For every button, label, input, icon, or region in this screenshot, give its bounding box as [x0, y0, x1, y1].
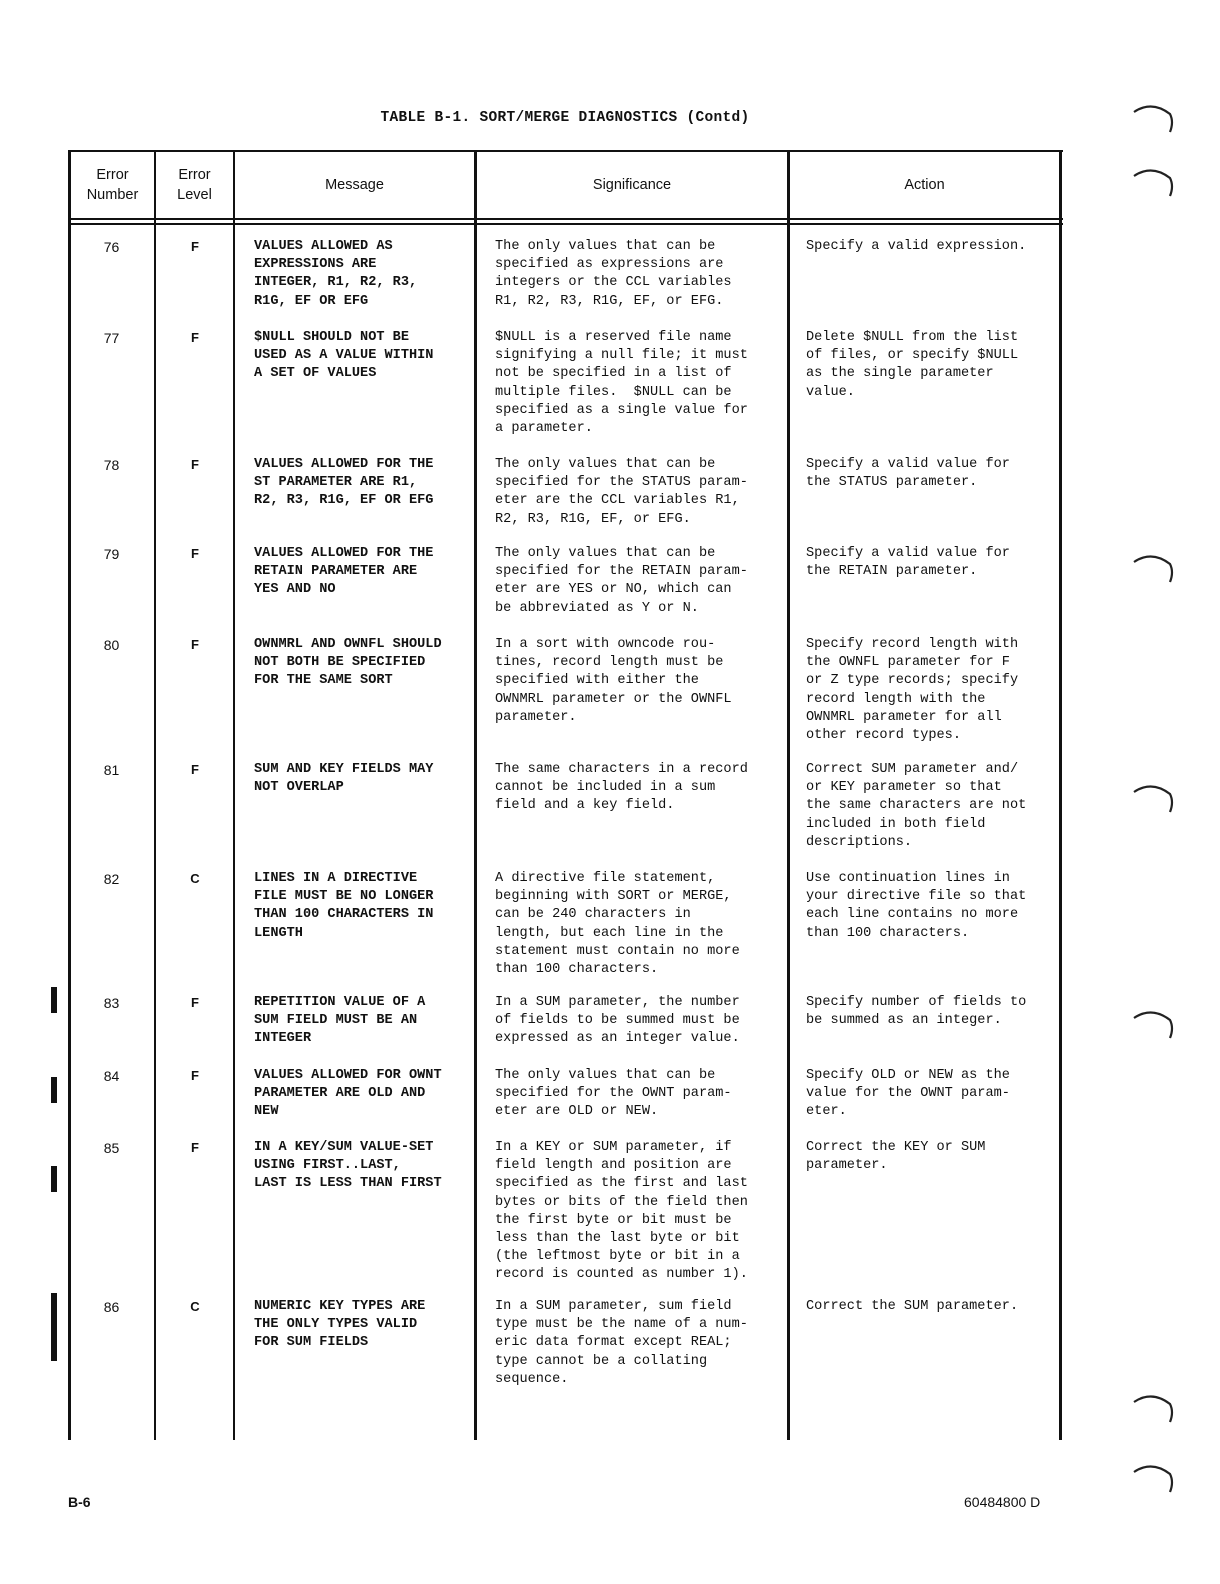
error-number: 77	[103, 330, 120, 346]
error-number: 82	[103, 871, 120, 887]
change-bar	[51, 1166, 57, 1192]
table-border-right	[1059, 152, 1062, 1440]
message-text: IN A KEY/SUM VALUE-SET USING FIRST..LAST, LAST IS LESS THAN FIRST	[254, 1140, 442, 1192]
significance-text: In a sort with owncode rou- tines, record length must be specified with either the OWNMRL parameter or the OWNFL parameter.	[495, 637, 732, 725]
message-text: LINES IN A DIRECTIVE FILE MUST BE NO LONGER THAN 100 CHARACTERS IN LENGTH	[254, 871, 434, 941]
error-number: 78	[103, 457, 120, 473]
error-level: F	[191, 239, 199, 254]
error-number: 80	[103, 637, 120, 653]
change-bar	[51, 1077, 57, 1103]
significance-text: In a KEY or SUM parameter, if field length and position are specified as the first and last bytes or bits of the field then the first byte or bit must be less than the last byte or bit (the leftmost byte or bit in a record is counted as number 1).	[495, 1140, 748, 1283]
action-text: Delete $NULL from the list of files, or specify $NULL as the single parameter value.	[806, 330, 1019, 400]
header-rule	[68, 218, 1063, 220]
message-text: OWNMRL AND OWNFL SHOULD NOT BOTH BE SPECIFIED FOR THE SAME SORT	[254, 637, 442, 689]
significance-text: In a SUM parameter, the number of fields to be summed must be expressed as an integer value.	[495, 995, 740, 1047]
significance-text: The same characters in a record cannot be included in a sum field and a key field.	[495, 762, 748, 814]
header-error-number: Error Number	[86, 167, 139, 203]
error-number: 86	[103, 1299, 120, 1315]
binder-hole-mark	[1130, 1006, 1176, 1046]
action-text: Specify OLD or NEW as the value for the OWNT param- eter.	[806, 1068, 1010, 1120]
message-text: VALUES ALLOWED FOR OWNT PARAMETER ARE OLD AND NEW	[254, 1068, 442, 1120]
header-action: Action	[904, 177, 945, 193]
table-header	[68, 152, 1063, 222]
action-text: Correct SUM parameter and/ or KEY parameter so that the same characters are not included in both field descriptions.	[806, 762, 1027, 850]
significance-text: The only values that can be specified for the STATUS param- eter are the CCL variables R1, R2, R3, R1G, EF, or EFG.	[495, 457, 748, 527]
column-divider	[474, 152, 477, 1440]
message-text: VALUES ALLOWED FOR THE ST PARAMETER ARE R1, R2, R3, R1G, EF OR EFG	[254, 457, 434, 509]
error-level: F	[191, 1140, 199, 1155]
error-level: F	[191, 457, 199, 472]
message-text: SUM AND KEY FIELDS MAY NOT OVERLAP	[254, 762, 434, 796]
error-level: F	[191, 637, 199, 652]
action-text: Use continuation lines in your directive file so that each line contains no more than 100 characters.	[806, 871, 1027, 941]
header-rule	[68, 223, 1063, 225]
header-error-level: Error Level	[177, 167, 212, 203]
message-text: $NULL SHOULD NOT BE USED AS A VALUE WITHIN A SET OF VALUES	[254, 330, 434, 382]
message-text: REPETITION VALUE OF A SUM FIELD MUST BE AN INTEGER	[254, 995, 426, 1047]
error-number: 85	[103, 1140, 120, 1156]
header-message: Message	[325, 177, 384, 193]
action-text: Specify number of fields to be summed as an integer.	[806, 995, 1027, 1029]
error-level: C	[190, 1299, 200, 1314]
table-title: TABLE B-1. SORT/MERGE DIAGNOSTICS (Contd)	[380, 110, 750, 126]
error-number: 81	[103, 762, 120, 778]
action-text: Specify a valid value for the RETAIN parameter.	[806, 546, 1010, 580]
action-text: Correct the SUM parameter.	[806, 1299, 1019, 1314]
binder-hole-mark	[1130, 164, 1176, 204]
binder-hole-mark	[1130, 100, 1176, 140]
binder-hole-mark	[1130, 550, 1176, 590]
message-text: NUMERIC KEY TYPES ARE THE ONLY TYPES VALID FOR SUM FIELDS	[254, 1299, 426, 1351]
action-text: Specify a valid expression.	[806, 239, 1027, 254]
significance-text: A directive file statement, beginning with SORT or MERGE, can be 240 characters in length, but each line in the statement must contain no more than 100 characters.	[495, 871, 740, 978]
header-significance: Significance	[592, 177, 672, 193]
error-number: 79	[103, 546, 120, 562]
page-number: B-6	[68, 1494, 91, 1510]
message-text: VALUES ALLOWED AS EXPRESSIONS ARE INTEGER, R1, R2, R3, R1G, EF OR EFG	[254, 239, 418, 309]
column-divider	[787, 152, 790, 1440]
error-number: 84	[103, 1068, 120, 1084]
significance-text: The only values that can be specified as expressions are integers or the CCL variables R1, R2, R3, R1G, EF, or EFG.	[495, 239, 732, 309]
error-level: F	[191, 546, 199, 561]
action-text: Correct the KEY or SUM parameter.	[806, 1140, 986, 1174]
significance-text: In a SUM parameter, sum field type must be the name of a num- eric data format except REAL; type cannot be a collating sequence.	[495, 1299, 748, 1387]
message-text: VALUES ALLOWED FOR THE RETAIN PARAMETER ARE YES AND NO	[254, 546, 434, 598]
error-number: 76	[103, 239, 120, 255]
error-level: C	[190, 871, 200, 886]
change-bar	[51, 987, 57, 1013]
diagnostics-table	[68, 150, 1063, 1440]
error-level: F	[191, 1068, 199, 1083]
significance-text: $NULL is a reserved file name signifying a null file; it must not be specified in a list of multiple files. $NULL can be specified as a single value for a parameter.	[495, 330, 748, 437]
action-text: Specify record length with the OWNFL parameter for F or Z type records; specify record length with the OWNMRL parameter for all other record types.	[806, 637, 1019, 744]
error-level: F	[191, 762, 199, 777]
error-number: 83	[103, 995, 120, 1011]
significance-text: The only values that can be specified for the OWNT param- eter are OLD or NEW.	[495, 1068, 732, 1120]
binder-hole-mark	[1130, 780, 1176, 820]
action-text: Specify a valid value for the STATUS parameter.	[806, 457, 1010, 491]
error-level: F	[191, 995, 199, 1010]
binder-hole-mark	[1130, 1460, 1176, 1500]
binder-hole-mark	[1130, 1390, 1176, 1430]
error-level: F	[191, 330, 199, 345]
significance-text: The only values that can be specified for the RETAIN param- eter are YES or NO, which can be abbreviated as Y or N.	[495, 546, 748, 616]
document-number: 60484800 D	[964, 1494, 1041, 1510]
change-bar	[51, 1293, 57, 1361]
